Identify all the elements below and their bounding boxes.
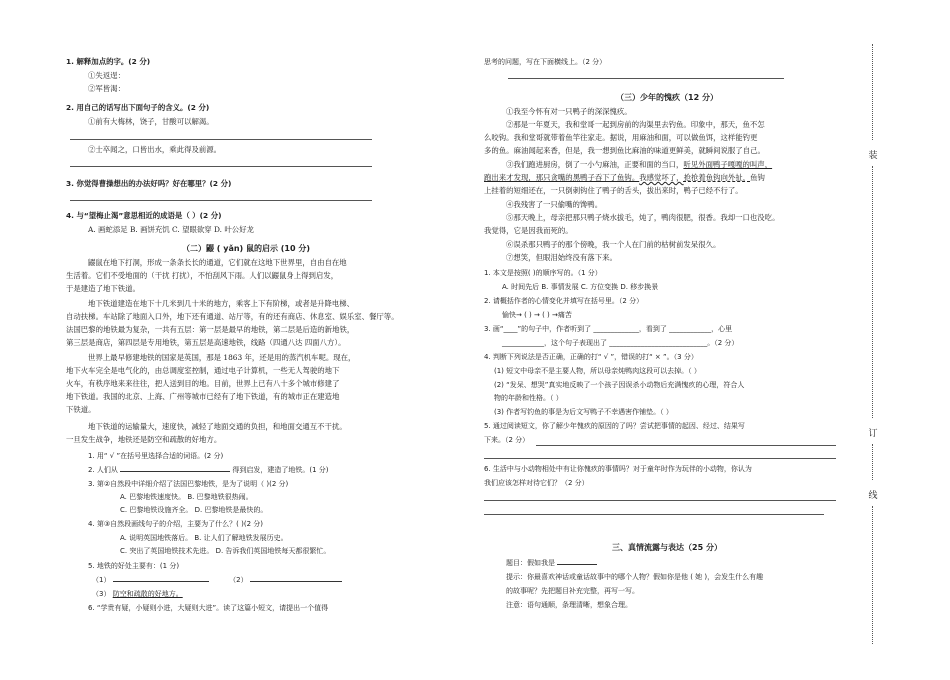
q2-title: 2. 用自己的话写出下面句子的含义。(2 分)	[66, 103, 210, 112]
sec2-q1: 1. 用“ √ ”在括号里选择合适的词语。(2 分)	[88, 452, 224, 460]
section3-title: （三）少年的愧疚（12 分）	[616, 93, 718, 102]
composition-note: 注意：语句通顺，条理清晰，想象合理。	[506, 601, 632, 609]
passage2-line: 下铁道。	[66, 405, 96, 414]
passage3-line: ②那是一年夏天，我和堂哥一起到房前的沟渠里去钓鱼。印象中，那天，鱼不怎	[506, 120, 765, 129]
passage2-line: 于是建造了地下铁道。	[66, 284, 140, 293]
composition-hint: 提示：你最喜欢神话或童话故事中的哪个人物？假如你是他 ( 她 )，会发生什么有趣	[506, 573, 764, 581]
composition-hint-cont: 的故事呢？先把题目补充完整，再写一写。	[506, 587, 639, 595]
fill-blank[interactable]	[250, 581, 342, 582]
composition-topic: 题目：假如我是	[506, 557, 597, 569]
dashed-underlined-phrase: 抢抢着鱼钩向外扯，	[683, 173, 751, 182]
binding-char-zhuang: 装	[868, 151, 878, 161]
sec2-q6: 6. “学贵有疑，小疑则小进，大疑则大进”。读了这篇小短文，请提出一个值得	[88, 604, 329, 612]
passage2-line: 一旦发生战争，地铁还是防空和疏散的好地方。	[66, 435, 222, 444]
answer-line[interactable]	[70, 200, 372, 201]
passage2-line: 自动扶梯。车站除了地面入口外，地下还有通道、站厅等，有的还有商店、休息室、娱乐室、餐厅等。	[66, 312, 399, 321]
passage2-line: 第三层是商店，第四层是专用地铁，第五层是高速地铁，线路（四通八达 四面八方）。	[66, 338, 346, 347]
passage2-line: 火车，有秩序地来来往往，把人送到目的地。目前，世界上已有八十多个城市修建了	[66, 379, 340, 388]
answer-line[interactable]	[484, 500, 836, 501]
passage2-line: 地下铁道。我国的北京、上海、广州等城市已经有了地下铁道，有的城市正在建造地	[66, 392, 340, 401]
sec3-q1: 1. 本文是按照( )的顺序写的。（1 分）	[484, 269, 602, 277]
passage3-line: 我觉得，它是因我而死的。	[484, 226, 573, 235]
q6-continued: 思考的问题，写在下面横线上。（2 分）	[484, 58, 607, 66]
passage3-line: 跑出来才发现，那只贪嘴的黑鸭子吞下了鱼钩。我感觉坏了，抢抢着鱼钩向外扯，鱼钩	[484, 173, 765, 182]
sec2-q3-options-a: A. 巴黎地铁速度快。 B. 巴黎地铁很热闹。	[120, 493, 253, 501]
topic-blank[interactable]	[557, 564, 597, 565]
section4-title: 三、真情流露与表达（25 分）	[612, 543, 722, 552]
answer-line[interactable]	[508, 78, 784, 79]
dotted-line	[872, 506, 873, 644]
section2-title: （二）鼹 ( yǎn) 鼠的启示 (10 分)	[182, 244, 310, 253]
q1-item-a: ①失返逞：	[88, 71, 125, 80]
sec2-q4: 4. 第③自然段画线句子的介绍，主要为了什么？( )(2 分)	[88, 520, 264, 528]
answer-line[interactable]	[484, 458, 836, 459]
answer-line[interactable]	[536, 445, 836, 446]
q4-title: 4. 与“望梅止渴”意思相近的成语是（ ）(2 分)	[66, 211, 222, 220]
answer-line[interactable]	[484, 514, 824, 515]
sec3-q1-options: A. 时间先后 B. 事情发展 C. 方位变换 D. 移步换景	[502, 283, 659, 291]
sec3-q4-b-cont: 物的年龄和性格。（ ）	[494, 394, 563, 402]
passage2-line: 法国巴黎的地铁最为复杂，一共有五层：第一层是最早的地铁，第二层是后造的新地铁，	[66, 325, 355, 334]
passage3-line: 么咬钩。我和堂哥就带着鱼竿往家走。据说，用麻油和面，可以做鱼饵，这样能钓更	[484, 133, 758, 142]
answer-line[interactable]	[70, 166, 372, 167]
wavy-underlined-phrase: 我感觉坏了，	[639, 173, 684, 182]
passage3-line: ④我残害了一只偷嘴的馋鸭。	[506, 200, 603, 209]
fill-blank[interactable]	[120, 471, 230, 472]
sec3-q2-flow: 愉快→ ( ) → ( ) →痛苦	[502, 311, 572, 319]
passage3-line: ⑥误杀那只鸭子的那个傍晚，我一个人在门前的枯树前发呆很久。	[506, 240, 721, 249]
passage2-line: 世界上最早修建地铁的国家是英国，那是 1863 年，还是用的蒸汽机车呢。现在，	[88, 353, 356, 362]
underlined-sentence: 听见外面鸭子嘎嘎的叫声，	[683, 160, 773, 169]
sec2-q5-items: （1） （2）	[92, 574, 342, 586]
sec3-q4-c: (3) 作者写钓鱼的事是为后文写鸭子不幸遇害作铺垫。（ ）	[494, 408, 673, 416]
sec3-q5: 5. 通过阅读短文，你了解少年愧疚的原因的了吗？尝试把事情的起因、经过、结果写	[484, 422, 745, 430]
sec3-q4: 4. 判断下列说法是否正确，正确的打“ √ ”，错误的打“ × ”。（3 分）	[484, 353, 698, 361]
dotted-line	[872, 444, 873, 480]
passage2-line: 生活着。它们不受地面的（干扰 打扰），不怕刮风下雨。人们以鼹鼠身上得到启发，	[66, 271, 339, 280]
sec3-q4-a: (1) 短文中母亲不是主要人物，所以母亲炖鸭肉这段可以去掉。（ ）	[494, 367, 701, 375]
passage3-line: ⑦想笑，但眼泪始终没有落下来。	[506, 253, 617, 262]
sec2-q5: 5. 地铁的好处主要有：(1 分)	[88, 562, 180, 570]
answer-line[interactable]	[70, 139, 372, 140]
sec2-q3: 3. 第②自然段中详细介绍了法国巴黎地铁，是为了说明（ )(2 分)	[88, 480, 289, 488]
sec3-q6: 6. 生活中与小动物相处中有让你愧疚的事情吗？对于童年时作为玩伴的小动物，你认为	[484, 465, 752, 473]
q2-sentence-b: ②士卒闻之，口皆出水，乘此得及前源。	[88, 145, 222, 154]
binding-margin	[866, 44, 880, 644]
q2-sentence-a: ①前有大梅林，饶子，甘酸可以解渴。	[88, 117, 214, 126]
q1-title: 1. 解释加点的字。(2 分)	[66, 57, 151, 66]
sec3-q5-cont: 下来。（2 分）	[484, 436, 530, 444]
sec3-q3-cont: ____________，这个句子表现出了 ____________________________。（2 分）	[502, 339, 739, 347]
sec3-q4-b: (2) “发呆、想哭”真实地反映了一个孩子因误杀小动物后充满愧疚的心理，符合人	[494, 381, 745, 389]
passage3-line: 上挂着的短细还在，一只倒刺钩住了鸭子的舌头，拔出来时，鸭子已经不行了。	[484, 186, 743, 195]
passage3-line: ③我们跑进厨房，倒了一小勺麻油，正要和面的当口，听见外面鸭子嘎嘎的叫声，	[506, 160, 773, 169]
binding-char-xian: 线	[868, 491, 878, 501]
binding-char-ding: 订	[868, 429, 878, 439]
passage2-line: 鼹鼠在地下打洞，形成一条条长长的通道，它们就在这地下世界里，自由自在地	[88, 258, 347, 267]
sec2-q5-item3: （3） 防空和疏散的好地方。	[92, 590, 183, 598]
sec2-q4-options-a: A. 说明英国地铁落后。 B. 让人们了解地铁发展历史。	[120, 534, 288, 542]
fill-blank[interactable]	[113, 581, 209, 582]
passage2-line: 地下火车完全是电气化的，由总调度室控制，通过电子计算机，一些无人驾驶的地下	[66, 366, 340, 375]
passage2-line: 地下铁道建造在地下十几米到几十米的地方，乘客上下有阶梯，或者是升降电梯、	[88, 299, 355, 308]
sec2-q2: 2. 人们从 得到启发，建造了地铁。(1 分)	[88, 466, 329, 474]
sec3-q2: 2. 请概括作者的心情变化并填写在括号里。（2 分）	[484, 297, 644, 305]
dotted-line	[872, 44, 873, 140]
q1-item-b: ②军皆渴：	[88, 84, 125, 93]
dotted-line	[872, 166, 873, 418]
sec2-q4-options-b: C. 突出了英国地铁技术先进。 D. 告诉我们英国地铁每天都很繁忙。	[120, 547, 331, 555]
sec2-q3-options-b: C. 巴黎地铁设施齐全。 D. 巴黎地铁是最快的。	[120, 506, 268, 514]
q3-title: 3. 你觉得曹操想出的办法好吗？好在哪里？(2 分)	[66, 179, 232, 188]
passage3-line: ⑤那天晚上，母亲把那只鸭子烧水拔毛，炖了，鸭肉很肥，很香。我却一口也没吃。	[506, 213, 780, 222]
passage2-line: 地下铁道的运输量大，速度快，减轻了地面交通的负担，和地面交通互不干扰。	[88, 422, 347, 431]
sec3-q3: 3. 画“____”的句子中，作者听到了 _____________，看到了 ____________，心里	[484, 325, 733, 333]
passage3-line: ①我至今怀有对一只鸭子的深深愧疚。	[506, 107, 632, 116]
q4-options: A. 画蛇添足 B. 画饼充饥 C. 望眼欲穿 D. 叶公好龙	[88, 225, 254, 234]
passage3-line: 多的鱼。麻油闻起来香，但是，我一想到鱼比麻油的味道更鲜美，就瞬间说服了自己。	[484, 146, 765, 155]
sec3-q6-cont: 我们应该怎样对待它们？（2 分）	[484, 479, 589, 487]
